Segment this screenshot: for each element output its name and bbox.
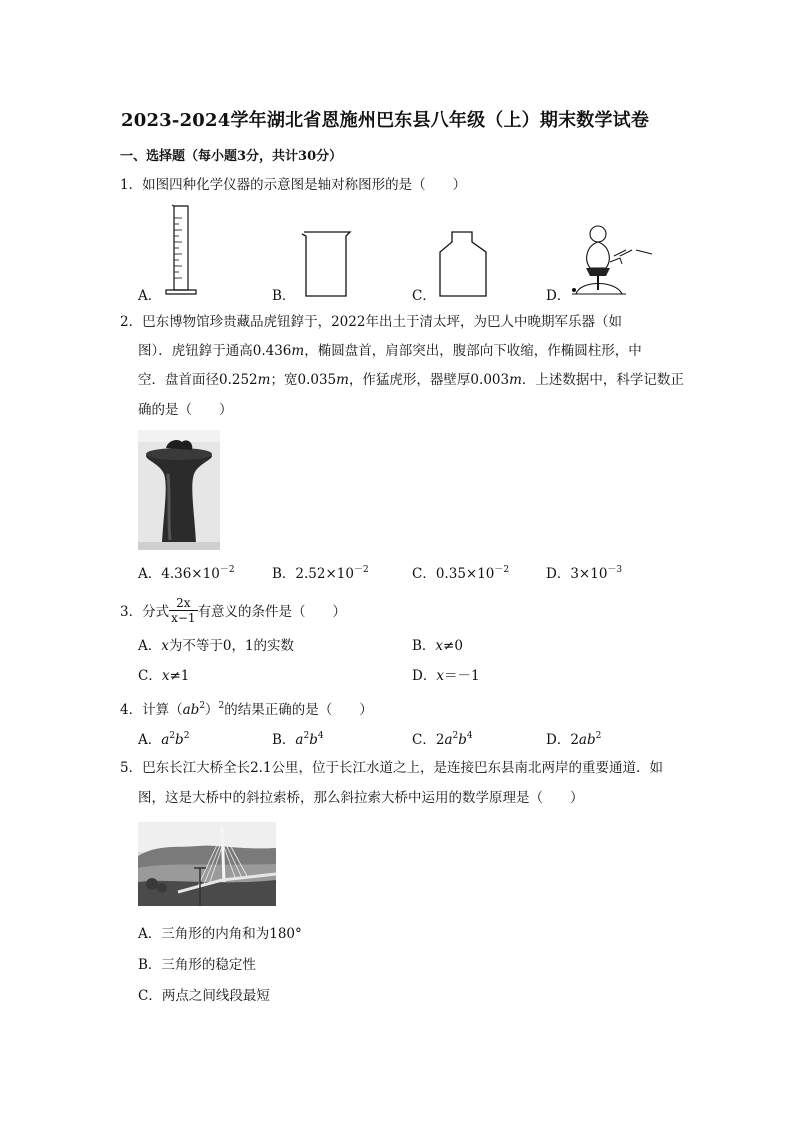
variable: a bbox=[444, 732, 453, 748]
cable-stayed-bridge-photo bbox=[138, 822, 276, 906]
option-value: 为不等于0，1的实数 bbox=[168, 638, 295, 654]
reagent-bottle-figure bbox=[436, 228, 490, 300]
text-span: 空．盘首面径0.252 bbox=[138, 372, 258, 388]
exponent: 4 bbox=[317, 731, 324, 741]
variable: b bbox=[458, 732, 467, 748]
option-value: 2.52×10 bbox=[295, 566, 354, 582]
denominator: x−1 bbox=[171, 610, 196, 625]
text-span: ，椭圆盘首，肩部突出，腹部向下收缩，作椭圆柱形，中 bbox=[304, 343, 642, 359]
option-label: B． bbox=[272, 566, 296, 582]
question-3-stem bbox=[120, 590, 346, 630]
option-label: A． bbox=[138, 566, 162, 582]
text-span: ．上述数据中，科学记数正 bbox=[521, 372, 684, 388]
numerator: 2x bbox=[169, 596, 197, 611]
option-c-label: C． bbox=[412, 288, 436, 304]
option-value: 4.36×10 bbox=[161, 566, 220, 582]
option-value: 3×10 bbox=[570, 566, 608, 582]
variable: x bbox=[436, 668, 444, 684]
option-label: D． bbox=[412, 668, 437, 684]
question-5-option-a: A．三角形的内角和为180° bbox=[138, 926, 302, 942]
variable: a bbox=[295, 732, 304, 748]
option-label: B． bbox=[412, 638, 436, 654]
question-3-option-b bbox=[412, 634, 463, 654]
text-span: 有意义的条件是（ ） bbox=[197, 604, 347, 620]
variable: x bbox=[161, 668, 170, 684]
question-5-line-2: 图，这是大桥中的斜拉索桥，那么斜拉索大桥中运用的数学原理是（ ） bbox=[138, 790, 584, 806]
question-2-option-d bbox=[546, 562, 622, 582]
exponent: －2 bbox=[494, 565, 510, 575]
section-header: 一、选择题（每小题3分，共计30分） bbox=[120, 149, 343, 164]
question-3-option-c bbox=[138, 664, 189, 684]
exponent: －3 bbox=[607, 565, 623, 575]
question-2-option-c bbox=[412, 562, 509, 582]
option-label: C． bbox=[412, 566, 436, 582]
exponent: 2 bbox=[595, 731, 602, 741]
unit-m: m bbox=[291, 343, 305, 359]
option-label: D． bbox=[546, 566, 571, 582]
question-5-option-b: B．三角形的稳定性 bbox=[138, 957, 256, 973]
variable: x bbox=[161, 638, 169, 654]
variable: a bbox=[182, 702, 191, 718]
question-5-line-1: 5．巴东长江大桥全长2.1公里，位于长江水道之上，是连接巴东县南北两岸的重要通道．如 bbox=[120, 760, 664, 776]
variable: b bbox=[586, 732, 596, 748]
variable: b bbox=[309, 732, 318, 748]
question-2-option-a bbox=[138, 562, 235, 582]
variable: x bbox=[435, 638, 444, 654]
unit-m: m bbox=[257, 372, 271, 388]
option-label: C． bbox=[138, 668, 162, 684]
exponent: 2 bbox=[199, 701, 206, 711]
option-value: 0.35×10 bbox=[435, 566, 495, 582]
bronze-chunyu-photo bbox=[138, 430, 220, 550]
text-span: 4．计算（ bbox=[120, 702, 183, 718]
coefficient: 2 bbox=[570, 732, 579, 748]
text-span: ，作猛虎形，器壁厚0.003 bbox=[348, 372, 510, 388]
text-span: ；宽0.035 bbox=[270, 372, 337, 388]
variable: b bbox=[190, 702, 200, 718]
option-a-label: A． bbox=[138, 288, 162, 304]
unit-m: m bbox=[336, 372, 349, 388]
option-value: ≠0 bbox=[443, 638, 463, 654]
question-2-line-3 bbox=[138, 370, 684, 390]
question-2-line-4: 确的是（ ） bbox=[138, 402, 233, 418]
text-span: 3．分式 bbox=[120, 604, 170, 620]
question-4-stem bbox=[120, 696, 373, 720]
question-2-option-b bbox=[272, 562, 369, 582]
variable: b bbox=[175, 732, 184, 748]
question-5-option-c: C．两点之间线段最短 bbox=[138, 988, 270, 1004]
option-value: ≠1 bbox=[169, 668, 190, 684]
option-label: D． bbox=[546, 732, 571, 748]
option-label: C． bbox=[412, 732, 436, 748]
option-value: ＝－1 bbox=[443, 668, 480, 684]
question-3-option-d bbox=[412, 664, 480, 684]
page-title: 2023-2024学年湖北省恩施州巴东县八年级（上）期末数学试卷 bbox=[121, 110, 650, 131]
question-4-option-c bbox=[412, 728, 473, 748]
fraction bbox=[169, 596, 197, 625]
question-4-option-b bbox=[272, 728, 324, 748]
exponent: 2 bbox=[183, 731, 190, 741]
exponent: 2 bbox=[303, 731, 310, 741]
variable: a bbox=[578, 732, 587, 748]
question-1-stem: 1．如图四种化学仪器的示意图是轴对称图形的是（ ） bbox=[120, 177, 467, 193]
question-3-option-a bbox=[138, 634, 294, 654]
option-label: B． bbox=[272, 732, 296, 748]
question-2-line-1: 2．巴东博物馆珍贵藏品虎钮錞于，2022年出土于清太坪，为巴人中晚期军乐器（如 bbox=[120, 314, 622, 330]
text-span: 图）．虎钮錞于通高0.436 bbox=[138, 343, 292, 359]
question-4-option-a bbox=[138, 728, 189, 748]
exponent: 2 bbox=[452, 731, 459, 741]
exponent: 2 bbox=[169, 731, 176, 741]
variable: a bbox=[161, 732, 170, 748]
question-4-option-d bbox=[546, 728, 601, 748]
unit-m: m bbox=[509, 372, 522, 388]
option-label: A． bbox=[138, 638, 162, 654]
exponent: －2 bbox=[219, 565, 235, 575]
exponent: 4 bbox=[466, 731, 473, 741]
text-span: ） bbox=[205, 702, 219, 718]
exponent: －2 bbox=[353, 565, 369, 575]
apparatus-figure bbox=[566, 220, 656, 300]
coefficient: 2 bbox=[435, 732, 445, 748]
exponent: 2 bbox=[218, 701, 225, 711]
question-2-line-2 bbox=[138, 341, 642, 361]
option-b-label: B． bbox=[272, 288, 296, 304]
beaker-figure bbox=[298, 228, 354, 300]
text-span: 的结果正确的是（ ） bbox=[224, 702, 373, 718]
graduated-cylinder-figure bbox=[162, 204, 202, 296]
option-label: A． bbox=[138, 732, 162, 748]
option-d-label: D． bbox=[546, 288, 571, 304]
